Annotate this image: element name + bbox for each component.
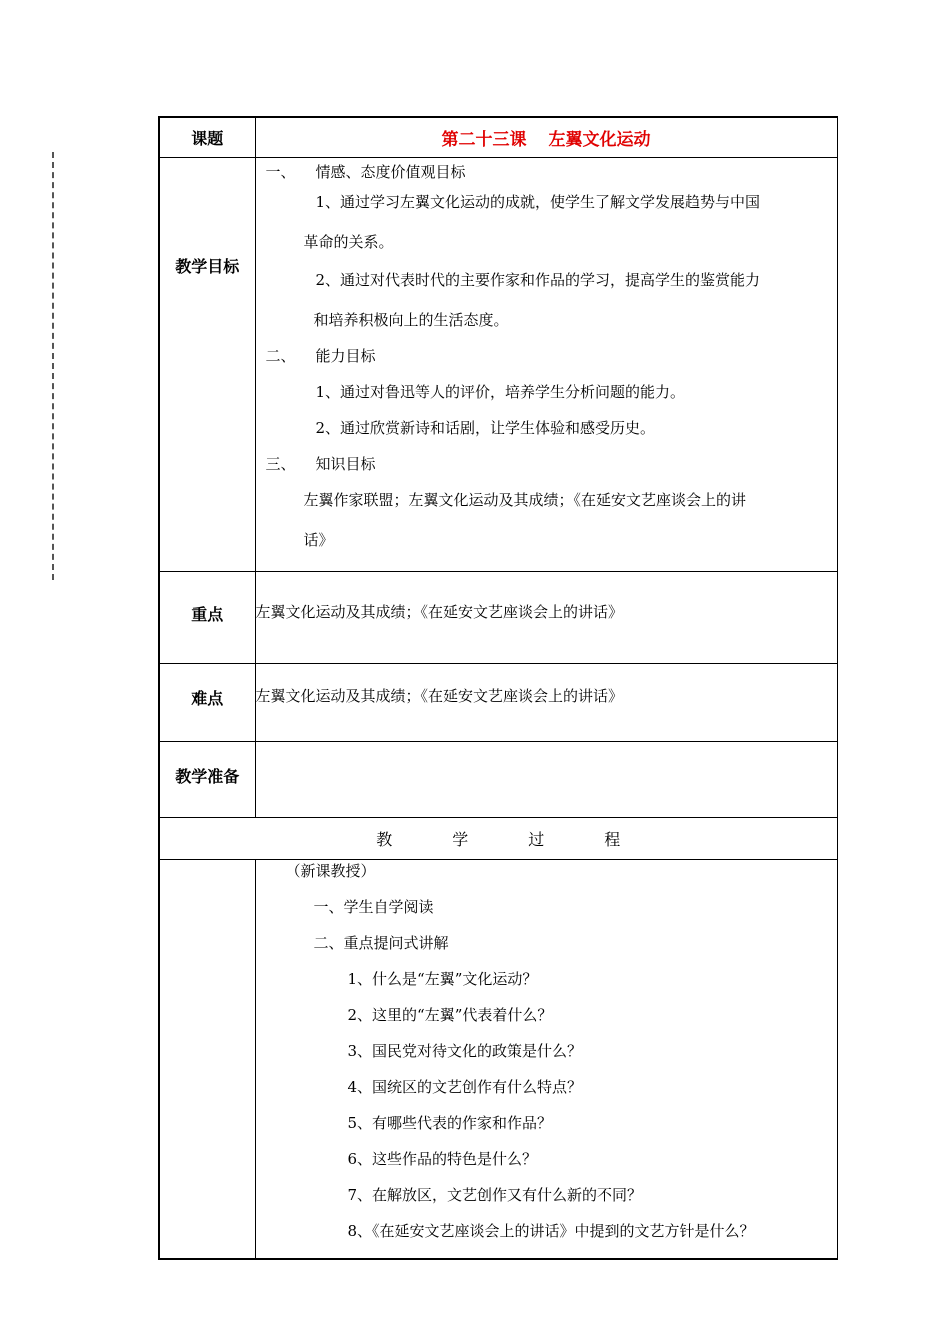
process-step-2: 二、重点提问式讲解	[313, 933, 449, 952]
objective-item-3-line2: 话》	[303, 530, 334, 549]
question-7: 7、在解放区，文艺创作又有什么新的不同？	[347, 1185, 643, 1204]
key-points-text: 左翼文化运动及其成绩；《在延安文艺座谈会上的讲话》	[255, 571, 837, 663]
key-points-label: 重点	[159, 571, 255, 663]
objective-heading-2: 二、 能力目标	[265, 346, 376, 365]
process-row	[159, 859, 837, 1259]
objectives-row	[159, 157, 837, 571]
objective-item-1-2-line1: 2、通过对代表时代的主要作家和作品的学习，提高学生的鉴赏能力	[315, 270, 761, 289]
preparation-label: 教学准备	[159, 741, 255, 817]
objectives-label: 教学目标	[159, 157, 255, 571]
process-heading-row	[159, 817, 837, 859]
lesson-topic: 左翼文化运动	[548, 129, 651, 150]
process-side-cell	[159, 859, 255, 1259]
lesson-plan-table	[158, 116, 838, 1260]
difficulties-row	[159, 663, 837, 741]
process-step-1: 一、学生自学阅读	[313, 897, 434, 916]
process-heading-char: 程	[604, 829, 621, 849]
objective-item-1-2-line2: 和培养积极向上的生活态度。	[313, 310, 509, 329]
question-6: 6、这些作品的特色是什么？	[347, 1149, 538, 1168]
process-heading	[159, 817, 837, 859]
question-1: 1、什么是“左翼”文化运动？	[347, 969, 538, 988]
process-content	[255, 859, 837, 1259]
objective-item-1-1-line2: 革命的关系。	[303, 232, 394, 251]
process-heading-char: 教	[376, 829, 393, 849]
question-5: 5、有哪些代表的作家和作品？	[347, 1113, 553, 1132]
question-3: 3、国民党对待文化的政策是什么？	[347, 1041, 583, 1060]
objectives-content	[255, 157, 837, 571]
binding-margin-line	[52, 152, 54, 580]
question-8: 8、《在延安文艺座谈会上的讲话》中提到的文艺方针是什么？	[347, 1221, 755, 1240]
difficulties-label: 难点	[159, 663, 255, 741]
question-4: 4、国统区的文艺创作有什么特点？	[347, 1077, 583, 1096]
preparation-row	[159, 741, 837, 817]
objective-heading-1: 一、 情感、态度价值观目标	[265, 162, 466, 181]
objective-heading-3: 三、 知识目标	[265, 454, 376, 473]
objective-item-2-2: 2、通过欣赏新诗和话剧，让学生体验和感受历史。	[315, 418, 656, 437]
lesson-title	[255, 117, 837, 157]
process-heading-char: 学	[452, 829, 469, 849]
objective-item-3-line1: 左翼作家联盟；左翼文化运动及其成绩；《在延安文艺座谈会上的讲	[303, 490, 747, 509]
objective-item-2-1: 1、通过对鲁迅等人的评价，培养学生分析问题的能力。	[315, 382, 686, 401]
topic-label: 课题	[159, 117, 255, 157]
difficulties-text: 左翼文化运动及其成绩；《在延安文艺座谈会上的讲话》	[255, 663, 837, 741]
process-intro: （新课教授）	[285, 861, 376, 880]
objective-item-1-1-line1: 1、通过学习左翼文化运动的成就，使学生了解文学发展趋势与中国	[315, 192, 761, 211]
lesson-number: 第二十三课	[441, 129, 527, 150]
title-row	[159, 117, 837, 157]
preparation-text	[255, 741, 837, 817]
key-points-row	[159, 571, 837, 663]
question-2: 2、这里的“左翼”代表着什么？	[347, 1005, 553, 1024]
process-heading-char: 过	[528, 829, 545, 849]
